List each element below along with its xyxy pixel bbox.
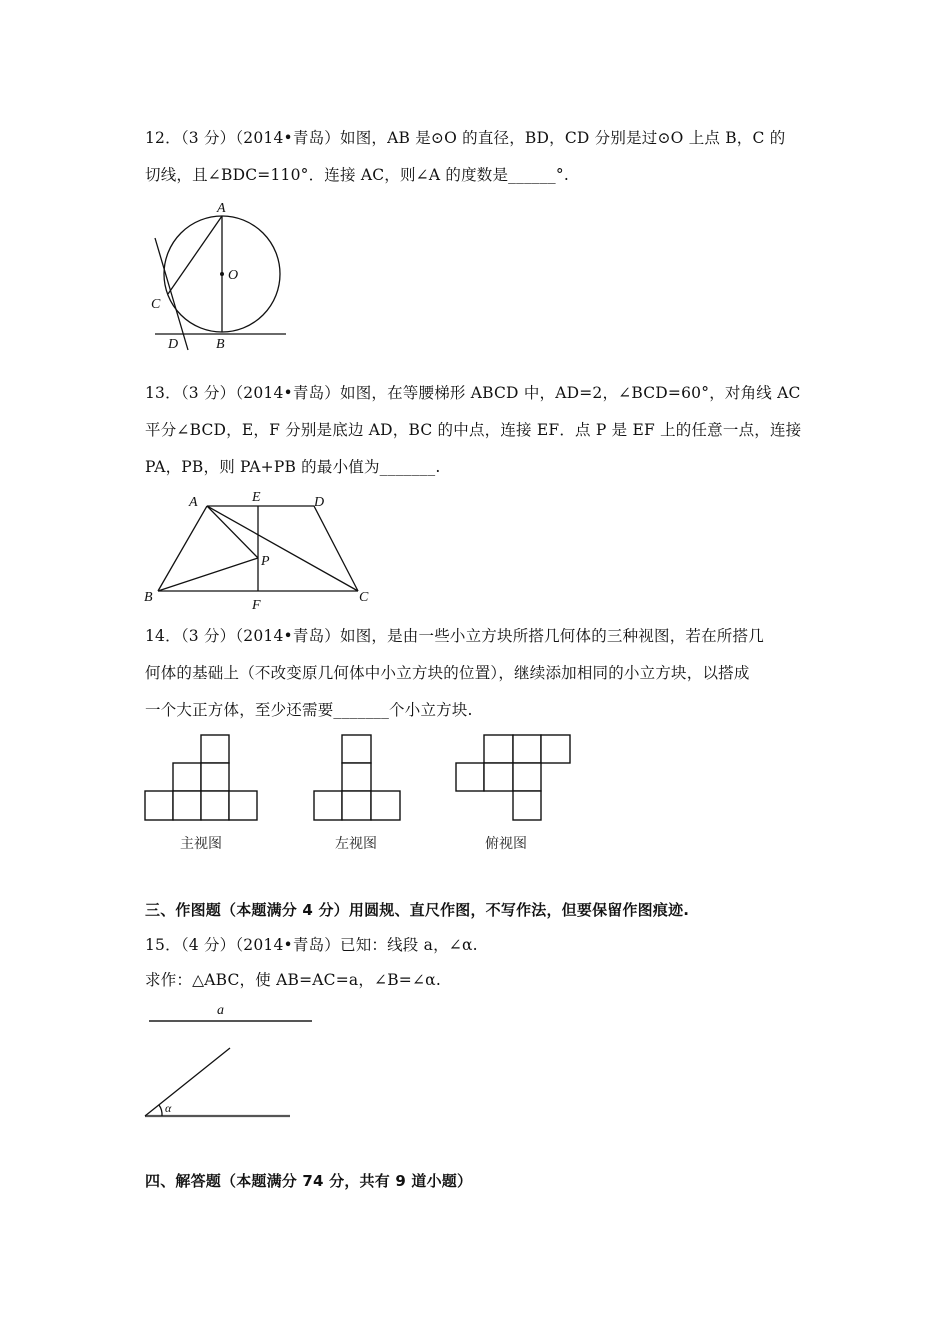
caption-top-view: 俯视图 <box>485 836 527 852</box>
q13-text-line1: 13．（3 分）（2014•青岛）如图，在等腰梯形 ABCD 中，AD=2，∠BCD=60°，对角线 AC <box>145 384 801 402</box>
q12-text-line1: 12．（3 分）（2014•青岛）如图，AB 是⊙O 的直径，BD，CD 分别是过⊙O 上点 B，C 的 <box>145 129 786 147</box>
q13-label-a: A <box>189 495 198 510</box>
caption-front-view: 主视图 <box>180 836 222 852</box>
q13-text-line2: 平分∠BCD，E，F 分别是底边 AD，BC 的中点，连接 EF．点 P 是 EF 上的任意一点，连接 <box>145 421 802 439</box>
top-view <box>456 735 570 820</box>
q15-text-line2: 求作：△ABC，使 AB=AC=a，∠B=∠α. <box>145 971 441 989</box>
front-view <box>145 735 257 820</box>
q13-label-e: E <box>252 490 261 505</box>
q14-text-line2: 何体的基础上（不改变原几何体中小立方块的位置），继续添加相同的小立方块，以搭成 <box>145 664 750 682</box>
q13-label-b: B <box>144 590 153 605</box>
section3-heading: 三、作图题（本题满分 4 分）用圆规、直尺作图，不写作法，但要保留作图痕迹. <box>145 901 690 919</box>
q15-label-a: a <box>217 1003 224 1018</box>
q12-label-d: D <box>168 337 179 352</box>
q15-label-alpha: α <box>165 1101 172 1115</box>
q12-label-b: B <box>216 337 225 352</box>
q15-segment-angle-figure <box>140 998 320 1122</box>
q15-text-line1: 15．（4 分）（2014•青岛）已知：线段 a，∠α. <box>145 936 478 954</box>
q12-label-o: O <box>228 268 239 283</box>
q12-label-a: A <box>217 201 226 216</box>
q14-text-line1: 14．（3 分）（2014•青岛）如图，是由一些小立方块所搭几何体的三种视图，若在所搭几 <box>145 627 764 645</box>
q14-text-line3: 一个大正方体，至少还需要_______个小立方块. <box>145 701 473 719</box>
caption-left-view: 左视图 <box>335 836 377 852</box>
q12-text-line2: 切线，且∠BDC=110°．连接 AC，则∠A 的度数是______°. <box>145 166 569 184</box>
q13-label-f: F <box>252 598 261 613</box>
q13-label-d: D <box>314 495 325 510</box>
q12-label-c: C <box>151 297 161 312</box>
left-view <box>314 735 400 820</box>
q13-label-c: C <box>359 590 369 605</box>
q13-label-p: P <box>261 554 270 569</box>
q13-text-line3: PA，PB，则 PA+PB 的最小值为_______. <box>145 458 441 476</box>
section4-heading: 四、解答题（本题满分 74 分，共有 9 道小题） <box>145 1172 473 1190</box>
